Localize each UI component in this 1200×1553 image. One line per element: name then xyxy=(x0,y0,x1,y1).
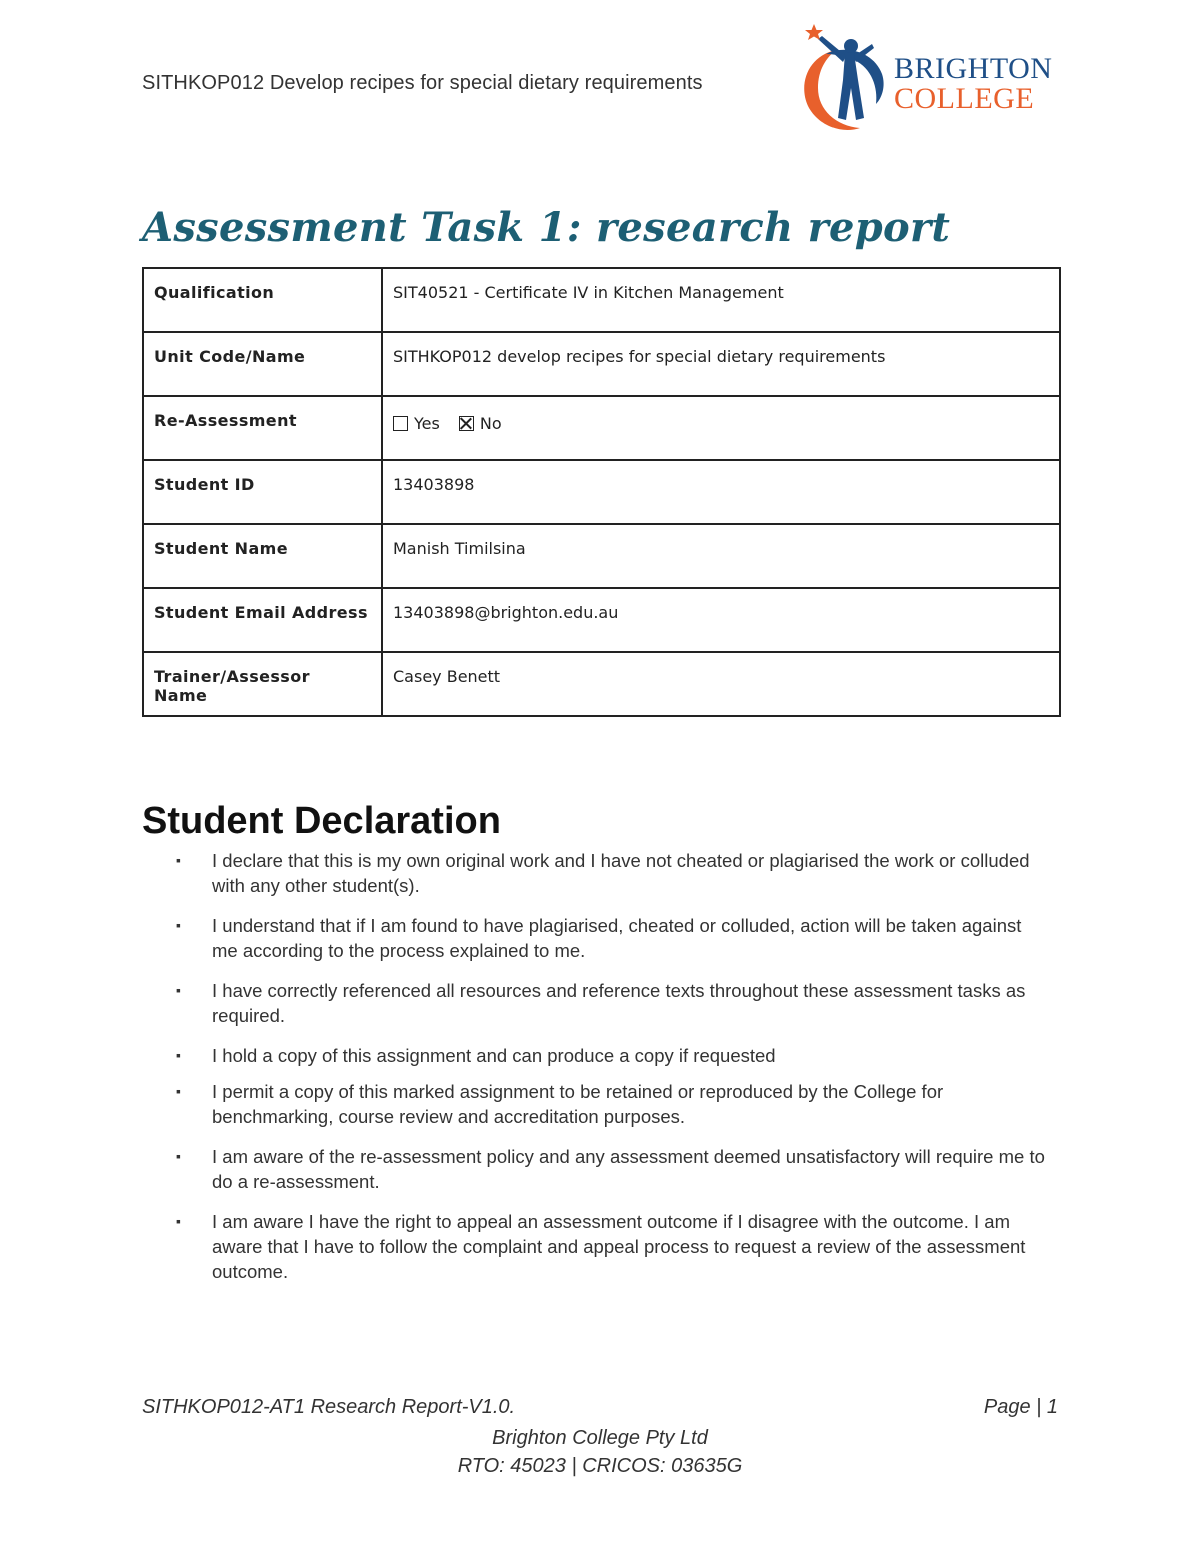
row-label: Unit Code/Name xyxy=(143,332,382,396)
row-value: 13403898@brighton.edu.au xyxy=(382,588,1060,652)
row-label: Trainer/Assessor Name xyxy=(143,652,382,716)
table-row xyxy=(143,268,1060,332)
bullet-icon: ▪ xyxy=(176,917,181,933)
bullet-icon: ▪ xyxy=(176,852,181,868)
table-row xyxy=(143,652,1060,716)
table-row xyxy=(143,524,1060,588)
list-item xyxy=(142,1209,1052,1284)
re-assessment-options xyxy=(382,396,1060,460)
list-item-text: I declare that this is my own original work and I have not cheated or plagiarised the work or colluded with any other student(s). xyxy=(212,850,1030,896)
footer-company: Brighton College Pty Ltd xyxy=(492,1427,708,1449)
brighton-college-logo xyxy=(796,22,1066,137)
bullet-icon: ▪ xyxy=(176,1213,181,1229)
list-item-text: I understand that if I am found to have plagiarised, cheated or colluded, action will be taken against me according to the process explained to me. xyxy=(212,915,1022,961)
table-row xyxy=(143,588,1060,652)
row-value: SITHKOP012 develop recipes for special dietary requirements xyxy=(382,332,1060,396)
table-row xyxy=(143,396,1060,460)
table-row xyxy=(143,332,1060,396)
bullet-icon: ▪ xyxy=(176,1083,181,1099)
declaration-title: Student Declaration xyxy=(142,800,501,842)
row-label: Re-Assessment xyxy=(143,396,382,460)
bullet-icon: ▪ xyxy=(176,1148,181,1164)
logo-text-college: COLLEGE xyxy=(894,82,1035,115)
college-logo-icon xyxy=(796,22,891,137)
bullet-icon: ▪ xyxy=(176,982,181,998)
row-value: 13403898 xyxy=(382,460,1060,524)
list-item-text: I am aware of the re-assessment policy and any assessment deemed unsatisfactory will require me to do a re-assessment. xyxy=(212,1146,1045,1192)
row-label: Student ID xyxy=(143,460,382,524)
row-label: Student Name xyxy=(143,524,382,588)
checkbox-no[interactable] xyxy=(459,416,474,431)
footer-page-number: Page | 1 xyxy=(983,1396,1058,1418)
bullet-icon: ▪ xyxy=(176,1047,181,1063)
logo-text-brighton: BRIGHTON xyxy=(894,52,1053,85)
row-value: Manish Timilsina xyxy=(382,524,1060,588)
footer-doc-ref: SITHKOP012-AT1 Research Report-V1.0. xyxy=(142,1396,516,1418)
header-title: SITHKOP012 Develop recipes for special dietary requirements xyxy=(142,72,703,94)
list-item xyxy=(142,913,1052,963)
checkbox-no-label: No xyxy=(479,414,502,433)
list-item-text: I am aware I have the right to appeal an assessment outcome if I disagree with the outcome. I am aware that I have to follow the complaint and appeal process to request a review of the assessment outcome. xyxy=(212,1211,1026,1282)
row-label: Qualification xyxy=(143,268,382,332)
table-row xyxy=(143,460,1060,524)
row-label: Student Email Address xyxy=(143,588,382,652)
footer-rto: RTO: 45023 | CRICOS: 03635G xyxy=(457,1455,743,1477)
student-info-table xyxy=(142,267,1061,717)
list-item xyxy=(142,1144,1052,1194)
row-value: SIT40521 - Certificate IV in Kitchen Management xyxy=(382,268,1060,332)
document-title: Assessment Task 1: research report xyxy=(142,204,951,251)
list-item xyxy=(142,978,1052,1028)
list-item-text: I permit a copy of this marked assignment to be retained or reproduced by the College for benchmarking, course review and accreditation purposes. xyxy=(212,1081,944,1127)
checkbox-yes[interactable] xyxy=(393,416,408,431)
list-item-text: I hold a copy of this assignment and can produce a copy if requested xyxy=(212,1045,776,1066)
list-item xyxy=(142,1043,1052,1068)
declaration-list xyxy=(142,848,1052,1299)
list-item xyxy=(142,1079,1052,1129)
list-item xyxy=(142,848,1052,898)
list-item-text: I have correctly referenced all resources and reference texts throughout these assessment tasks as required. xyxy=(212,980,1026,1026)
row-value: Casey Benett xyxy=(382,652,1060,716)
checkbox-yes-label: Yes xyxy=(414,414,440,433)
